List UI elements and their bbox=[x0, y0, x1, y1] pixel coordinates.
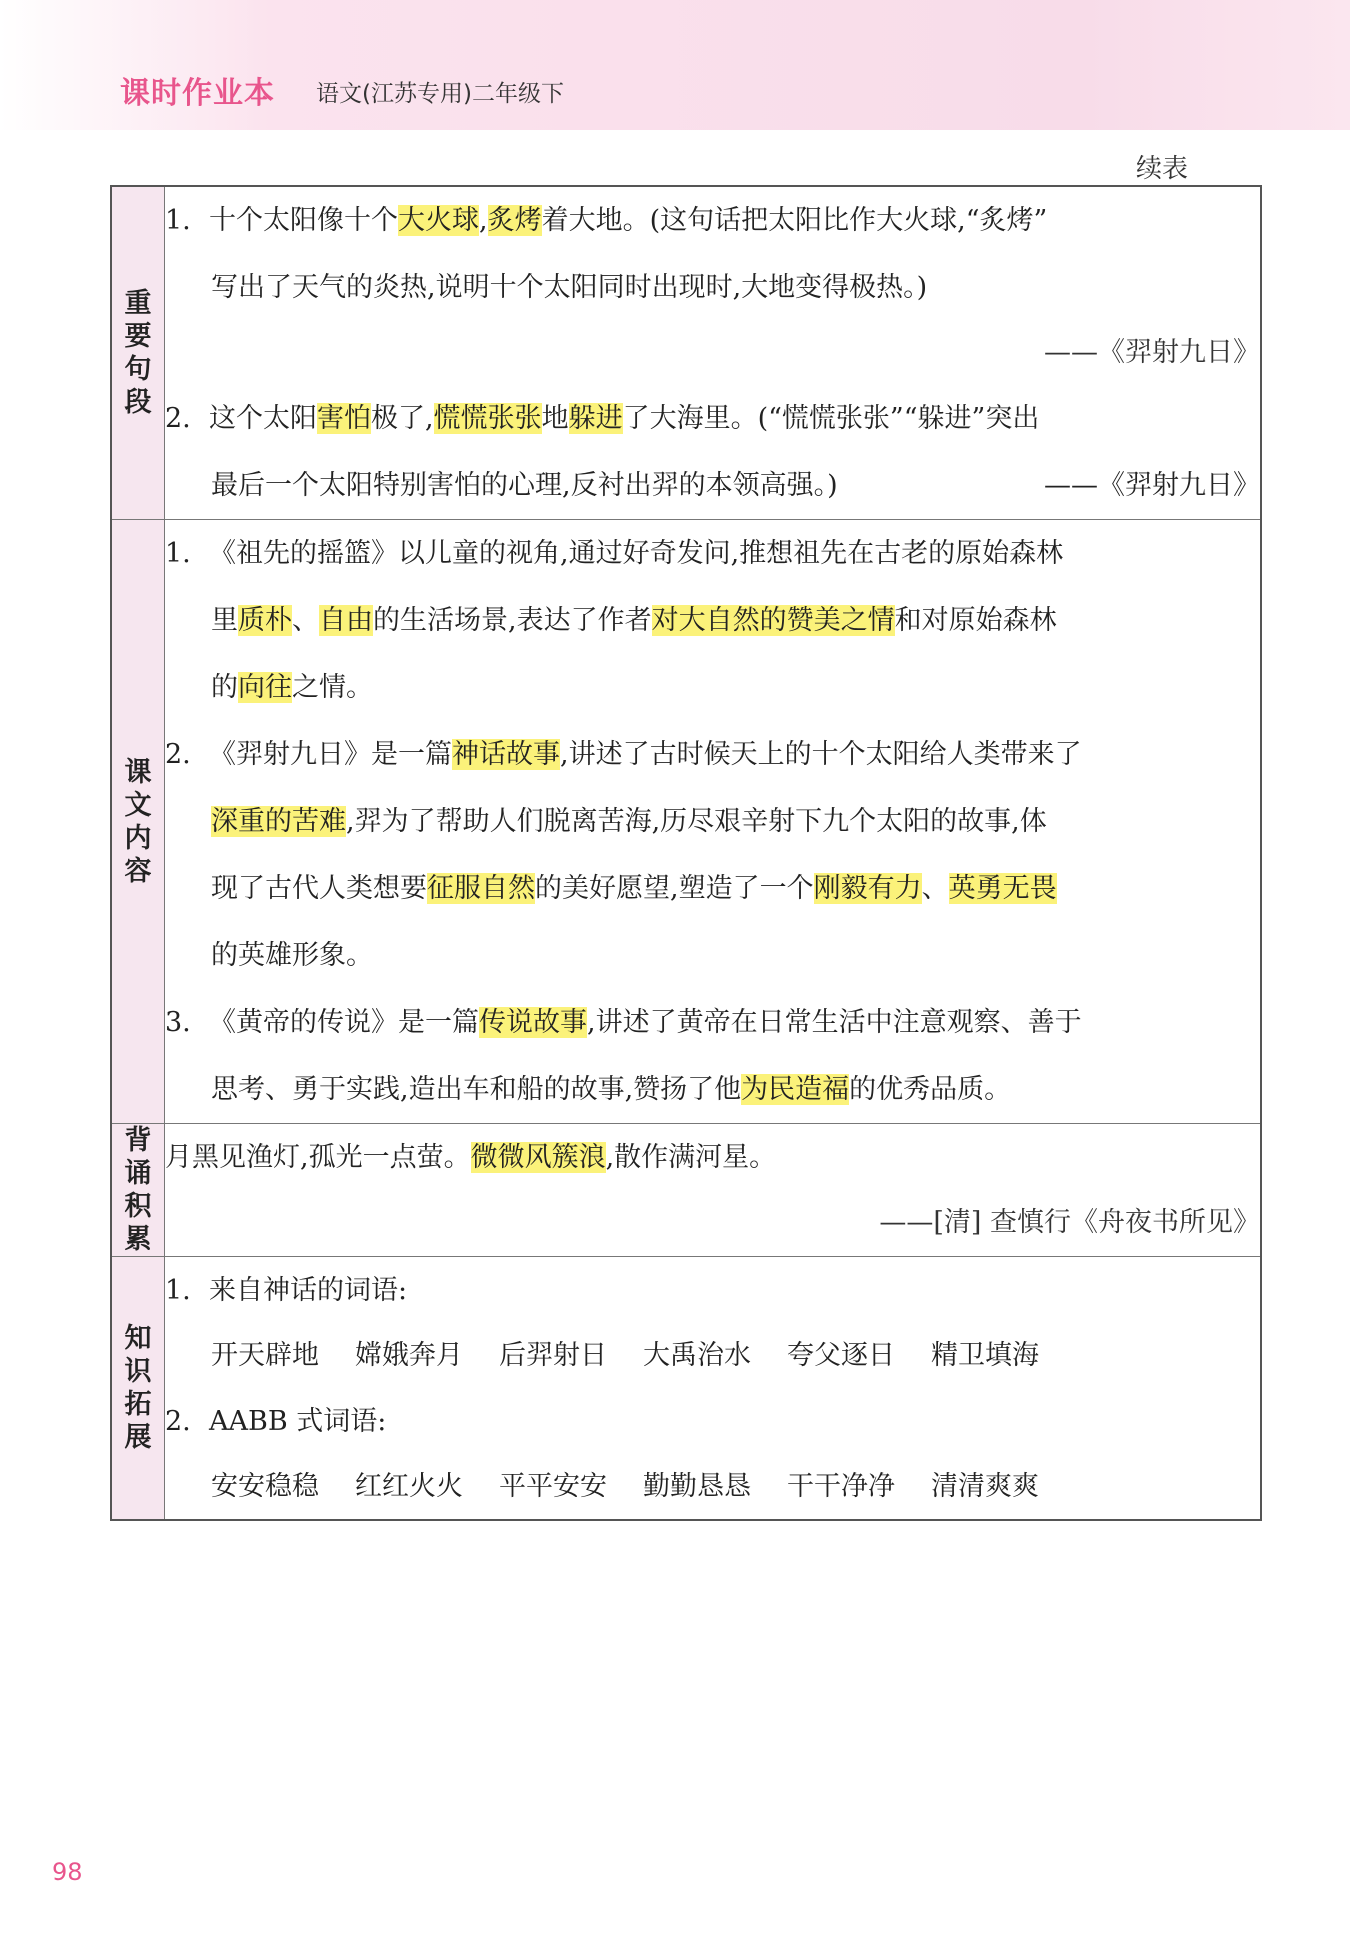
book-title: 课时作业本 bbox=[120, 76, 275, 111]
word: 嫦娥奔月 bbox=[355, 1340, 463, 1371]
section-knowledge-extension bbox=[111, 1257, 1261, 1521]
section-label: 重 要 句 段 bbox=[111, 186, 165, 520]
highlight: 向往 bbox=[238, 672, 292, 703]
word: 夸父逐日 bbox=[787, 1340, 895, 1371]
list-item: 3. 《黄帝的传说》是一篇传说故事,讲述了黄帝在日常生活中注意观察、善于 bbox=[165, 1007, 1082, 1038]
text-line: 现了古代人类想要征服自然的美好愿望,塑造了一个刚毅有力、英勇无畏 bbox=[211, 873, 1057, 904]
word-list bbox=[165, 1455, 1260, 1519]
section-recitation bbox=[111, 1124, 1261, 1257]
section-lesson-content bbox=[111, 520, 1261, 1124]
continued-label: 续表 bbox=[1136, 154, 1189, 184]
highlight: 英勇无畏 bbox=[948, 873, 1057, 904]
source-citation: ——《羿射九日》 bbox=[1044, 337, 1260, 368]
poem-line: 月黑见渔灯,孤光一点萤。微微风簇浪,散作满河星。 bbox=[165, 1142, 777, 1173]
text-line: 里质朴、自由的生活场景,表达了作者对大自然的赞美之情和对原始森林 bbox=[211, 605, 1057, 636]
summary-table bbox=[110, 185, 1262, 1521]
highlight: 征服自然 bbox=[427, 873, 535, 904]
word: 大禹治水 bbox=[643, 1340, 751, 1371]
word: 开天辟地 bbox=[211, 1340, 319, 1371]
page-header bbox=[0, 0, 1350, 130]
highlight: 质朴 bbox=[238, 605, 292, 636]
highlight: 大火球 bbox=[398, 205, 479, 236]
word: 平平安安 bbox=[499, 1471, 607, 1502]
highlight: 对大自然的赞美之情 bbox=[651, 605, 895, 636]
word: 红红火火 bbox=[355, 1471, 463, 1502]
text-line: 写出了天气的炎热,说明十个太阳同时出现时,大地变得极热。) bbox=[211, 272, 928, 303]
highlight: 炙烤 bbox=[487, 205, 542, 236]
list-item: 2. 这个太阳害怕极了,慌慌张张地躲进了大海里。(“慌慌张张”“躲进”突出 bbox=[165, 403, 1040, 434]
list-item: 1. 十个太阳像十个大火球,炙烤着大地。(这句话把太阳比作大火球,“炙烤” bbox=[165, 205, 1048, 236]
book-subtitle: 语文(江苏专用)二年级下 bbox=[316, 81, 564, 107]
word: 清清爽爽 bbox=[931, 1471, 1039, 1502]
section-label: 背 诵 积 累 bbox=[111, 1124, 165, 1257]
text-line: 思考、勇于实践,造出车和船的故事,赞扬了他为民造福的优秀品质。 bbox=[211, 1074, 1012, 1105]
highlight: 躲进 bbox=[568, 403, 623, 434]
section-key-sentences bbox=[111, 186, 1261, 520]
text-line: 的向往之情。 bbox=[211, 672, 373, 703]
section-body bbox=[165, 520, 1262, 1124]
list-item: 2. 《羿射九日》是一篇神话故事,讲述了古时候天上的十个太阳给人类带来了 bbox=[165, 739, 1082, 770]
text-line: 最后一个太阳特别害怕的心理,反衬出羿的本领高强。) ——《羿射九日》 bbox=[165, 452, 1260, 519]
highlight: 深重的苦难 bbox=[211, 806, 346, 837]
section-body bbox=[165, 1257, 1262, 1521]
highlight: 慌慌张张 bbox=[433, 403, 542, 434]
list-item: 2. AABB 式词语: bbox=[165, 1406, 387, 1437]
highlight: 神话故事 bbox=[452, 739, 560, 770]
word: 精卫填海 bbox=[931, 1340, 1039, 1371]
section-body bbox=[165, 186, 1262, 520]
highlight: 刚毅有力 bbox=[813, 873, 922, 904]
text-line: 的英雄形象。 bbox=[211, 940, 373, 971]
section-label: 课 文 内 容 bbox=[111, 520, 165, 1124]
highlight: 为民造福 bbox=[741, 1074, 850, 1105]
list-item: 1. 来自神话的词语: bbox=[165, 1275, 408, 1306]
section-label: 知 识 拓 展 bbox=[111, 1257, 165, 1521]
section-body bbox=[165, 1124, 1262, 1257]
source-citation: ——《羿射九日》 bbox=[1044, 470, 1260, 501]
word: 后羿射日 bbox=[499, 1340, 607, 1371]
word: 干干净净 bbox=[787, 1471, 895, 1502]
highlight: 自由 bbox=[319, 605, 373, 636]
word-list bbox=[165, 1324, 1260, 1388]
word: 勤勤恳恳 bbox=[643, 1471, 751, 1502]
page-number: 98 bbox=[52, 1858, 83, 1886]
source-citation: ——[清] 查慎行《舟夜书所见》 bbox=[879, 1207, 1260, 1238]
highlight: 害怕 bbox=[317, 403, 371, 434]
highlight: 传说故事 bbox=[479, 1007, 587, 1038]
list-item: 1. 《祖先的摇篮》以儿童的视角,通过好奇发问,推想祖先在古老的原始森林 bbox=[165, 538, 1064, 569]
text-line: 深重的苦难,羿为了帮助人们脱离苦海,历尽艰辛射下九个太阳的故事,体 bbox=[211, 806, 1047, 837]
word: 安安稳稳 bbox=[211, 1471, 319, 1502]
highlight: 微微风簇浪 bbox=[470, 1142, 606, 1173]
